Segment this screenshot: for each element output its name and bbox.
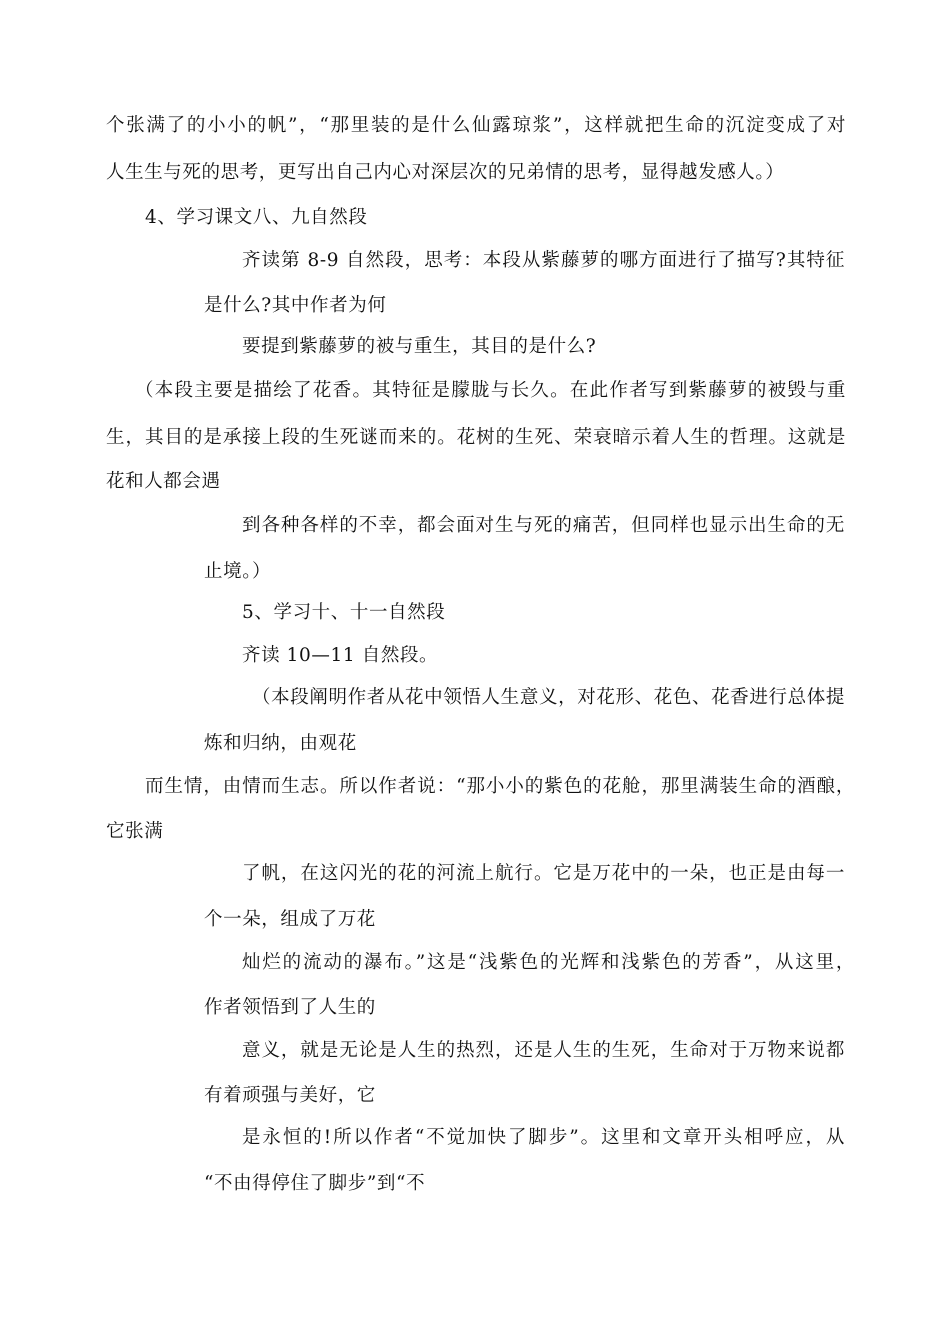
text-line: 有着顽强与美好，它 bbox=[204, 1085, 376, 1106]
text-line: 生，其目的是承接上段的生死谜而来的。花树的生死、荣衰暗示着人生的哲理。这就是 bbox=[106, 427, 846, 448]
text-line: 齐读 10—11 自然段。 bbox=[242, 645, 439, 666]
text-line: 到各种各样的不幸，都会面对生与死的痛苦，但同样也显示出生命的无 bbox=[242, 515, 845, 536]
text-line: 作者领悟到了人生的 bbox=[204, 997, 376, 1018]
text-line: 它张满 bbox=[106, 821, 164, 842]
section-heading: 4、学习课文八、九自然段 bbox=[145, 207, 368, 228]
text-line: 止境。） bbox=[204, 561, 272, 582]
text-line: 是永恒的!所以作者“不觉加快了脚步”。这里和文章开头相呼应，从 bbox=[242, 1127, 845, 1148]
text-line: 个一朵，组成了万花 bbox=[204, 909, 376, 930]
text-line: （本段阐明作者从花中领悟人生意义，对花形、花色、花香进行总体提 bbox=[252, 687, 845, 708]
text-line: “不由得停住了脚步”到“不 bbox=[204, 1173, 426, 1194]
text-line: （本段主要是描绘了花香。其特征是朦胧与长久。在此作者写到紫藤萝的被毁与重 bbox=[135, 380, 846, 401]
text-line: 炼和归纳，由观花 bbox=[204, 733, 357, 754]
text-line: 齐读第 8-9 自然段，思考：本段从紫藤萝的哪方面进行了描写?其特征 bbox=[242, 250, 845, 271]
text-line: 要提到紫藤萝的被与重生，其目的是什么? bbox=[242, 336, 597, 357]
text-line: 了帆，在这闪光的花的河流上航行。它是万花中的一朵，也正是由每一 bbox=[242, 863, 845, 884]
text-line: 花和人都会遇 bbox=[106, 471, 221, 492]
text-line: 人生生与死的思考，更写出自己内心对深层次的兄弟情的思考，显得越发感人。） bbox=[106, 162, 785, 183]
text-line: 而生情，由情而生志。所以作者说：“那小小的紫色的花舱，那里满装生命的酒酿， bbox=[145, 776, 855, 797]
text-line: 是什么?其中作者为何 bbox=[204, 295, 387, 316]
text-line: 个张满了的小小的帆”，“那里装的是什么仙露琼浆”，这样就把生命的沉淀变成了对 bbox=[106, 115, 846, 136]
text-line: 意义，就是无论是人生的热烈，还是人生的生死，生命对于万物来说都 bbox=[242, 1040, 845, 1061]
section-heading: 5、学习十、十一自然段 bbox=[242, 602, 446, 623]
text-line: 灿烂的流动的瀑布。”这是“浅紫色的光辉和浅紫色的芳香”，从这里， bbox=[242, 952, 855, 973]
